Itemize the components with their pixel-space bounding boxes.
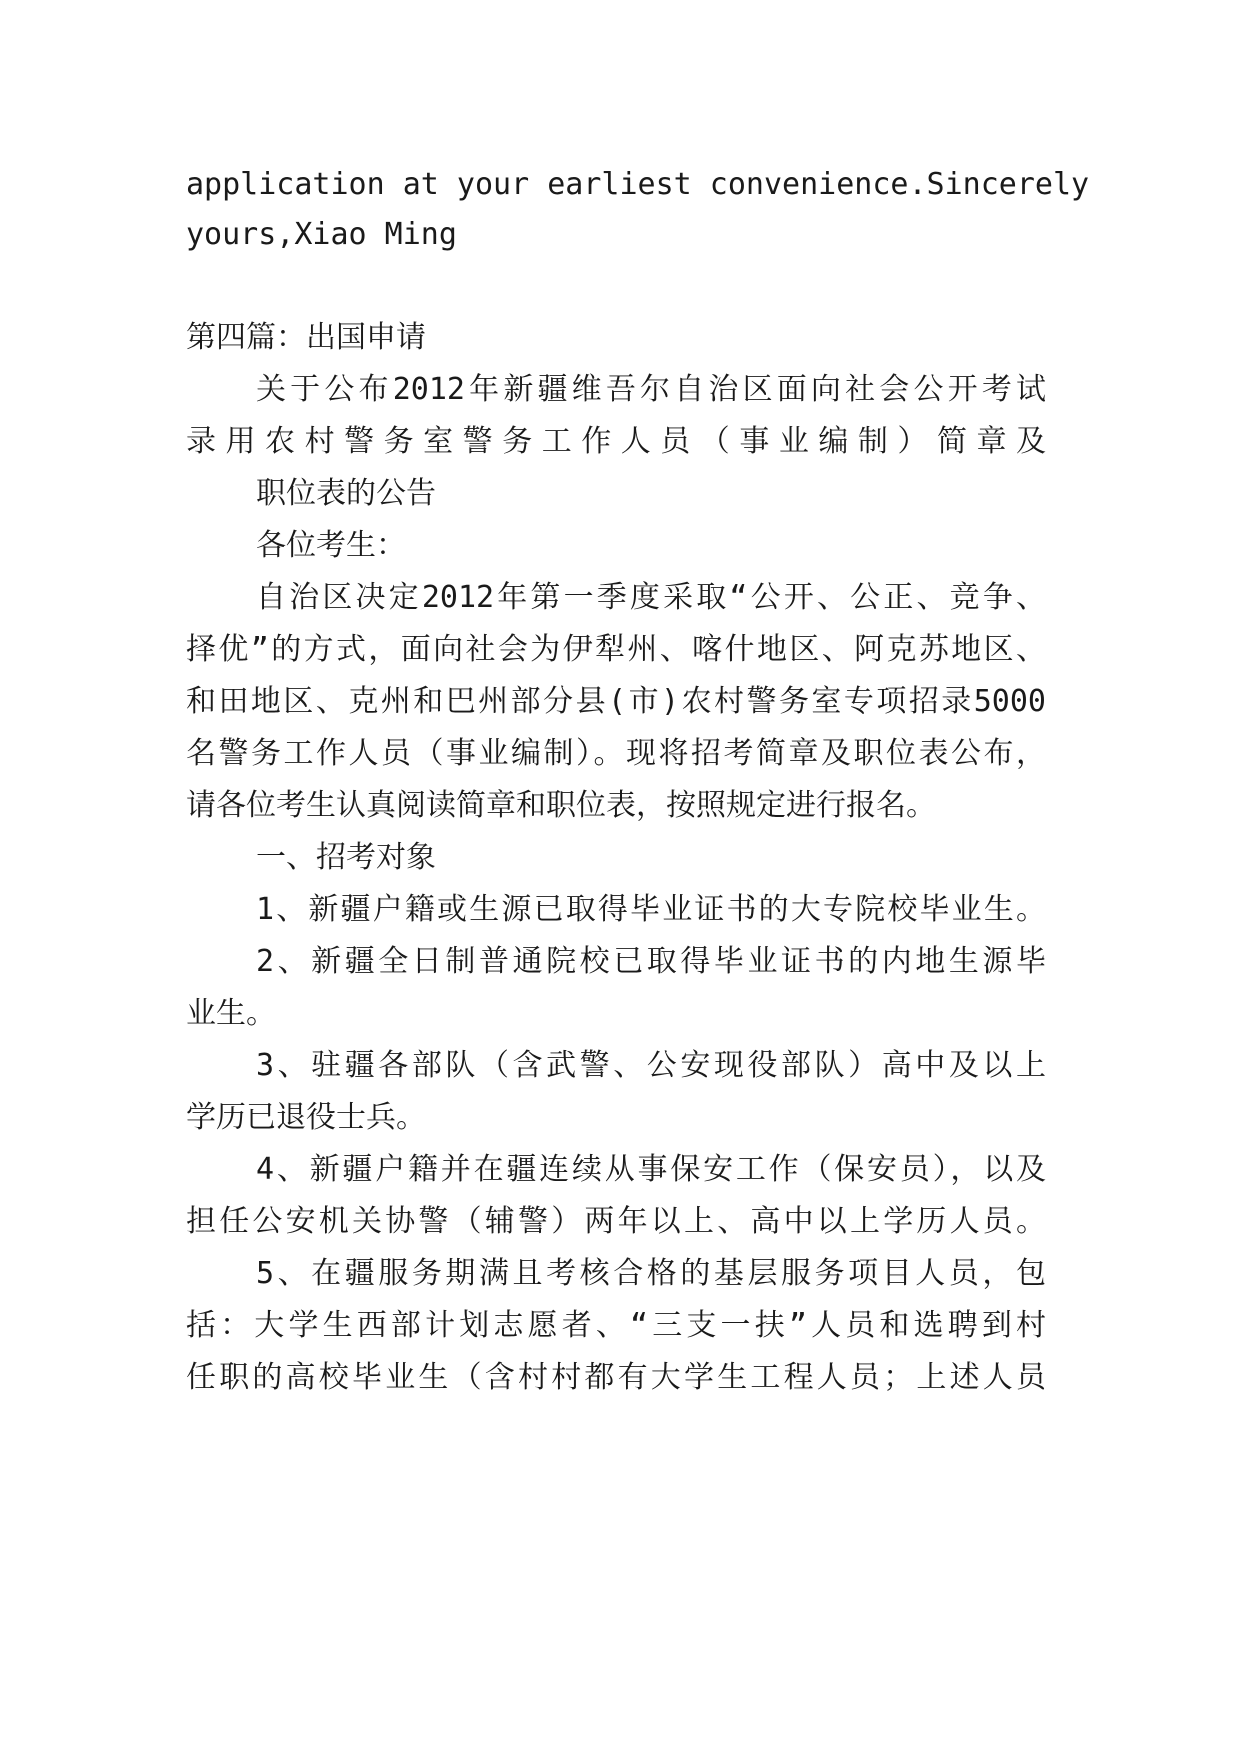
notice-title-line-3: 职位表的公告 — [256, 476, 436, 511]
item-5-line-3: 任职的高校毕业生（含村村都有大学生工程人员；上述人员 — [186, 1360, 1046, 1395]
chapter-heading: 第四篇：出国申请 — [186, 320, 426, 355]
intro-line-2: 择优”的方式，面向社会为伊犁州、喀什地区、阿克苏地区、 — [186, 632, 1046, 667]
intro-line-5: 请各位考生认真阅读简章和职位表，按照规定进行报名。 — [186, 788, 936, 823]
section-heading: 一、招考对象 — [256, 840, 436, 875]
letter-closing-line-2: yours,Xiao Ming — [186, 217, 457, 252]
intro-line-3: 和田地区、克州和巴州部分县(市)农村警务室专项招录5000 — [186, 684, 1046, 719]
item-5-line-1: 5、在疆服务期满且考核合格的基层服务项目人员，包 — [256, 1256, 1046, 1291]
item-3-line-1: 3、驻疆各部队（含武警、公安现役部队）高中及以上 — [256, 1048, 1046, 1083]
notice-title-line-1: 关于公布2012年新疆维吾尔自治区面向社会公开考试 — [256, 372, 1046, 407]
intro-line-4: 名警务工作人员（事业编制）。现将招考简章及职位表公布， — [186, 736, 1046, 771]
item-2-line-1: 2、新疆全日制普通院校已取得毕业证书的内地生源毕 — [256, 944, 1046, 979]
salutation: 各位考生： — [256, 528, 406, 563]
item-1: 1、新疆户籍或生源已取得毕业证书的大专院校毕业生。 — [256, 892, 1046, 927]
item-3-line-2: 学历已退役士兵。 — [186, 1100, 426, 1135]
intro-line-1: 自治区决定2012年第一季度采取“公开、公正、竞争、 — [256, 580, 1046, 615]
item-2-line-2: 业生。 — [186, 996, 276, 1031]
item-4-line-2: 担任公安机关协警（辅警）两年以上、高中以上学历人员。 — [186, 1204, 1046, 1239]
item-4-line-1: 4、新疆户籍并在疆连续从事保安工作（保安员），以及 — [256, 1152, 1046, 1187]
notice-title-line-2: 录用农村警务室警务工作人员（事业编制）简章及 — [186, 424, 1046, 459]
letter-closing-line-1: application at your earliest convenience.Sincerely — [186, 167, 1090, 202]
item-5-line-2: 括：大学生西部计划志愿者、“三支一扶”人员和选聘到村 — [186, 1308, 1046, 1343]
